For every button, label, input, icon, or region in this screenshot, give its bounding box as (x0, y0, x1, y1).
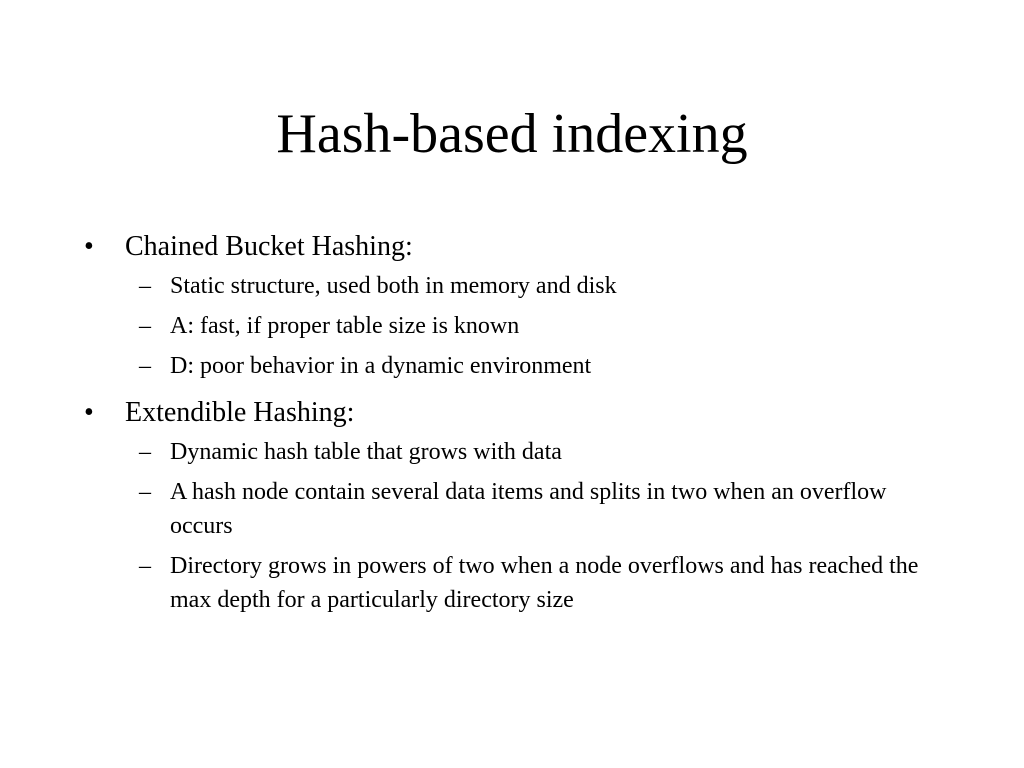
dash-marker: – (139, 553, 151, 579)
dash-marker: – (139, 273, 151, 299)
sub-item (125, 269, 944, 303)
bullet-item (84, 225, 944, 383)
sub-item (125, 349, 944, 383)
sub-list (125, 269, 944, 383)
bullet-text: Chained Bucket Hashing: (125, 231, 413, 262)
sub-item-text: A: fast, if proper table size is known (170, 313, 520, 339)
sub-item-text: A hash node contain several data items and splits in two when an overflow occurs (170, 479, 887, 539)
dash-marker: – (139, 313, 151, 339)
sub-item (125, 475, 944, 543)
dash-marker: – (139, 479, 151, 505)
bullet-list (84, 225, 944, 625)
sub-item-text: Static structure, used both in memory and disk (170, 273, 617, 299)
slide-title: Hash-based indexing (276, 103, 748, 165)
sub-item (125, 435, 944, 469)
sub-item-text: D: poor behavior in a dynamic environment (170, 353, 592, 379)
dash-marker: – (139, 439, 151, 465)
bullet-text: Extendible Hashing: (125, 397, 355, 428)
bullet-item (84, 391, 944, 617)
sub-item-text: Dynamic hash table that grows with data (170, 439, 562, 465)
sub-item-text: Directory grows in powers of two when a node overflows and has reached the max depth for a particularly directory size (170, 553, 919, 613)
sub-item (125, 309, 944, 343)
sub-item (125, 549, 944, 617)
sub-list (125, 435, 944, 617)
bullet-marker: • (84, 231, 94, 262)
dash-marker: – (139, 353, 151, 379)
bullet-marker: • (84, 397, 94, 428)
